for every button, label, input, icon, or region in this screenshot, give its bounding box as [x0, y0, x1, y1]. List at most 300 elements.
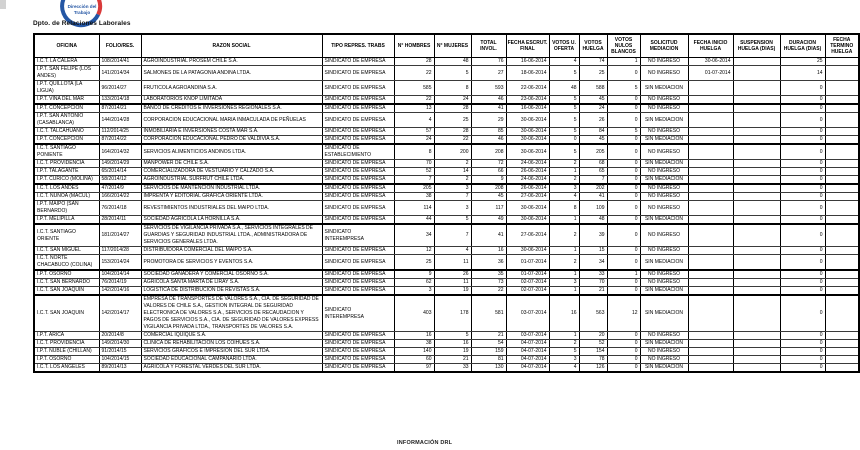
- cell-votos_uoferta: 3: [549, 279, 579, 287]
- cell-tipo: SINDICATO DE EMPRESA: [322, 136, 394, 145]
- cell-fecha_inicio: 30-06-2014: [688, 58, 733, 66]
- cell-oficina: I.C.T. SAN JOAQUIN: [34, 295, 99, 332]
- cell-fecha_escrutinio: 30-06-2014: [506, 247, 549, 255]
- cell-fecha_escrutinio: 03-07-2014: [506, 332, 549, 340]
- cell-hombres: 8: [394, 144, 434, 160]
- cell-total: 41: [471, 224, 506, 247]
- cell-suspension: [733, 201, 780, 216]
- cell-oficina: I.P.T. ARICA: [34, 332, 99, 340]
- cell-duracion: 0: [780, 144, 825, 160]
- cell-tipo: SINDICATO DE EMPRESA: [322, 113, 394, 128]
- cell-folio: 47/2014/9: [99, 184, 141, 193]
- cell-fecha_inicio: [688, 295, 733, 332]
- table-row: [34, 201, 859, 216]
- cell-fecha_inicio: [688, 224, 733, 247]
- cell-hombres: 9: [394, 270, 434, 279]
- cell-votos_nulos: 0: [607, 255, 640, 271]
- cell-tipo: SINDICATO DE EMPRESA: [322, 66, 394, 81]
- cell-fecha_escrutinio: 04-07-2014: [506, 364, 549, 373]
- cell-oficina: I.C.T. ÑUÑOA (MACUL): [34, 193, 99, 201]
- cell-folio: 96/2014/27: [99, 81, 141, 96]
- cell-solicitud_mediacion: NO INGRESO: [640, 58, 688, 66]
- cell-votos_uoferta: 3: [549, 184, 579, 193]
- cell-solicitud_mediacion: SIN MEDIACION: [640, 81, 688, 96]
- cell-votos_nulos: 12: [607, 295, 640, 332]
- table-row: [34, 295, 859, 332]
- cell-folio: 104/2014/15: [99, 356, 141, 364]
- cell-hombres: 28: [394, 58, 434, 66]
- cell-mujeres: 19: [434, 287, 471, 296]
- table-row: [34, 332, 859, 340]
- cell-hombres: 62: [394, 279, 434, 287]
- cell-suspension: [733, 279, 780, 287]
- cell-suspension: [733, 113, 780, 128]
- cell-votos_huelga: 34: [579, 255, 607, 271]
- cell-fecha_escrutinio: 04-07-2014: [506, 340, 549, 348]
- cell-oficina: I.C.T. PROVIDENCIA: [34, 340, 99, 348]
- cell-votos_nulos: 0: [607, 364, 640, 373]
- cell-fecha_termino: [825, 224, 859, 247]
- cell-votos_nulos: 1: [607, 270, 640, 279]
- cell-tipo: SINDICATO DE EMPRESA: [322, 279, 394, 287]
- cell-hombres: 403: [394, 295, 434, 332]
- cell-tipo: SINDICATO DE EMPRESA: [322, 247, 394, 255]
- cell-votos_uoferta: 5: [549, 348, 579, 356]
- cell-votos_nulos: 0: [607, 279, 640, 287]
- cell-votos_uoferta: 4: [549, 58, 579, 66]
- cell-oficina: I.P.T. CONCEPCION: [34, 136, 99, 145]
- cell-total: 66: [471, 168, 506, 176]
- cell-suspension: [733, 247, 780, 255]
- cell-folio: 65/2014/14: [99, 168, 141, 176]
- cell-folio: 104/2014/14: [99, 270, 141, 279]
- cell-suspension: [733, 287, 780, 296]
- cell-razon: MANPOWER DE CHILE S.A.: [141, 160, 322, 168]
- cell-fecha_inicio: [688, 176, 733, 185]
- cell-fecha_escrutinio: 24-06-2014: [506, 176, 549, 185]
- cell-folio: 112/2014/25: [99, 128, 141, 136]
- cell-solicitud_mediacion: NO INGRESO: [640, 356, 688, 364]
- cell-razon: AGROINDUSTRIAL PROSEM CHILE S.A.: [141, 58, 322, 66]
- cell-hombres: 12: [394, 247, 434, 255]
- cell-votos_uoferta: 5: [549, 66, 579, 81]
- cell-votos_huelga: 74: [579, 58, 607, 66]
- cell-folio: 87/2014/21: [99, 104, 141, 113]
- cell-fecha_inicio: [688, 216, 733, 225]
- cell-folio: 144/2014/28: [99, 113, 141, 128]
- cell-votos_uoferta: 48: [549, 81, 579, 96]
- cell-fecha_inicio: [688, 270, 733, 279]
- cell-oficina: I.P.T. VIÑA DEL MAR: [34, 96, 99, 105]
- cell-oficina: I.C.T. SAN MIGUEL: [34, 247, 99, 255]
- cell-folio: 20/2014/8: [99, 332, 141, 340]
- cell-duracion: 0: [780, 348, 825, 356]
- cell-total: 21: [471, 332, 506, 340]
- cell-oficina: I.C.T. SAN BERNARDO: [34, 279, 99, 287]
- table-row: [34, 356, 859, 364]
- cell-fecha_inicio: [688, 184, 733, 193]
- table-row: [34, 136, 859, 145]
- cell-tipo: SINDICATO DE EMPRESA: [322, 184, 394, 193]
- cell-hombres: 44: [394, 216, 434, 225]
- table-row: [34, 364, 859, 373]
- cell-duracion: 0: [780, 340, 825, 348]
- cell-duracion: 0: [780, 255, 825, 271]
- cell-votos_uoferta: 1: [549, 216, 579, 225]
- cell-folio: 153/2014/24: [99, 255, 141, 271]
- column-header-votos_uoferta: VOTOS U. OFERTA: [549, 34, 579, 58]
- cell-razon: SOCIEDAD EDUCACIONAL CAMPANARIO LTDA.: [141, 356, 322, 364]
- cell-mujeres: 26: [434, 270, 471, 279]
- table-row: [34, 340, 859, 348]
- table-row: [34, 216, 859, 225]
- cell-solicitud_mediacion: NO INGRESO: [640, 201, 688, 216]
- cell-mujeres: 19: [434, 348, 471, 356]
- cell-fecha_termino: [825, 247, 859, 255]
- cell-duracion: 0: [780, 287, 825, 296]
- cell-solicitud_mediacion: SIN MEDIACION: [640, 340, 688, 348]
- cell-tipo: SINDICATO DE EMPRESA: [322, 168, 394, 176]
- cell-tipo: SINDICATO DE EMPRESA: [322, 356, 394, 364]
- cell-duracion: 0: [780, 176, 825, 185]
- cell-duracion: 0: [780, 270, 825, 279]
- column-header-suspension: SUSPENSION HUELGA (DIAS): [733, 34, 780, 58]
- column-header-fecha_escrutinio: FECHA ESCRUT. FINAL: [506, 34, 549, 58]
- cell-fecha_inicio: [688, 81, 733, 96]
- cell-duracion: 0: [780, 332, 825, 340]
- cell-hombres: 97: [394, 364, 434, 373]
- cell-total: 159: [471, 348, 506, 356]
- table-row: [34, 279, 859, 287]
- cell-solicitud_mediacion: NO INGRESO: [640, 193, 688, 201]
- huelgas-table: [33, 33, 860, 373]
- cell-oficina: I.P.T. SAN ANTONIO (CASABLANCA): [34, 113, 99, 128]
- cell-total: 73: [471, 279, 506, 287]
- table-row: [34, 255, 859, 271]
- cell-tipo: SINDICATO DE EMPRESA: [322, 201, 394, 216]
- cell-votos_huelga: 26: [579, 113, 607, 128]
- cell-votos_nulos: 0: [607, 176, 640, 185]
- cell-votos_nulos: 0: [607, 201, 640, 216]
- cell-oficina: I.P.T. OSORNO: [34, 270, 99, 279]
- cell-votos_huelga: 48: [579, 216, 607, 225]
- cell-total: 208: [471, 144, 506, 160]
- cell-fecha_termino: [825, 96, 859, 105]
- cell-tipo: SINDICATO DE EMPRESA: [322, 193, 394, 201]
- cell-mujeres: 33: [434, 364, 471, 373]
- cell-solicitud_mediacion: SIN MEDIACION: [640, 287, 688, 296]
- cell-razon: COMERCIALIZADORA DE VESTUARIO Y CALZADO S.A.: [141, 168, 322, 176]
- cell-votos_huelga: 205: [579, 144, 607, 160]
- cell-votos_uoferta: 1: [549, 287, 579, 296]
- cell-suspension: [733, 144, 780, 160]
- cell-fecha_inicio: [688, 348, 733, 356]
- cell-fecha_inicio: [688, 144, 733, 160]
- cell-fecha_termino: [825, 340, 859, 348]
- cell-razon: INMOBILIARIA E INVERSIONES COSTA MAR S.A.: [141, 128, 322, 136]
- cell-mujeres: 200: [434, 144, 471, 160]
- cell-votos_huelga: 78: [579, 356, 607, 364]
- cell-fecha_inicio: [688, 113, 733, 128]
- table-row: [34, 104, 859, 113]
- cell-hombres: 13: [394, 104, 434, 113]
- cell-razon: SERVICIOS ALIMENTICIOS ANDINOS LTDA.: [141, 144, 322, 160]
- cell-razon: COMERCIAL IQUIQUE S.A.: [141, 332, 322, 340]
- cell-total: 130: [471, 364, 506, 373]
- cell-solicitud_mediacion: NO INGRESO: [640, 168, 688, 176]
- cell-fecha_termino: [825, 193, 859, 201]
- cell-razon: BANCO DE CREDITOS E INVERSIONES REGIONALES S.A.: [141, 104, 322, 113]
- cell-mujeres: 48: [434, 58, 471, 66]
- cell-fecha_inicio: [688, 201, 733, 216]
- cell-suspension: [733, 128, 780, 136]
- cell-votos_uoferta: 1: [549, 168, 579, 176]
- cell-hombres: 52: [394, 168, 434, 176]
- cell-total: 81: [471, 356, 506, 364]
- cell-razon: CORPORACION EDUCACIONAL MARIA INMACULADA DE PEÑUELAS: [141, 113, 322, 128]
- cell-total: 9: [471, 176, 506, 185]
- cell-fecha_termino: [825, 58, 859, 66]
- cell-votos_huelga: 70: [579, 279, 607, 287]
- cell-mujeres: 24: [434, 96, 471, 105]
- cell-folio: 133/2014/18: [99, 96, 141, 105]
- table-row: [34, 176, 859, 185]
- table-row: [34, 81, 859, 96]
- cell-tipo: SINDICATO DE EMPRESA: [322, 96, 394, 105]
- cell-fecha_termino: [825, 270, 859, 279]
- cell-fecha_termino: [825, 104, 859, 113]
- cell-razon: REVESTIMIENTOS INDUSTRIALES DEL MAIPO LTDA.: [141, 201, 322, 216]
- cell-votos_nulos: 0: [607, 144, 640, 160]
- cell-fecha_inicio: [688, 96, 733, 105]
- cell-votos_huelga: 68: [579, 160, 607, 168]
- cell-fecha_escrutinio: 18-06-2014: [506, 66, 549, 81]
- cell-duracion: 0: [780, 247, 825, 255]
- cell-solicitud_mediacion: NO INGRESO: [640, 270, 688, 279]
- cell-solicitud_mediacion: SIN MEDIACION: [640, 255, 688, 271]
- cell-hombres: 38: [394, 193, 434, 201]
- cell-total: 54: [471, 340, 506, 348]
- cell-hombres: 60: [394, 356, 434, 364]
- cell-suspension: [733, 295, 780, 332]
- cell-tipo: SINDICATO INTEREMPRESA: [322, 295, 394, 332]
- table-row: [34, 58, 859, 66]
- cell-votos_nulos: 1: [607, 58, 640, 66]
- cell-duracion: 0: [780, 295, 825, 332]
- cell-mujeres: 4: [434, 247, 471, 255]
- cell-solicitud_mediacion: NO INGRESO: [640, 96, 688, 105]
- cell-mujeres: 2: [434, 176, 471, 185]
- cell-fecha_termino: [825, 348, 859, 356]
- scan-artifact: [0, 0, 6, 9]
- cell-folio: 166/2014/22: [99, 193, 141, 201]
- cell-fecha_inicio: [688, 332, 733, 340]
- column-header-votos_nulos: VOTOS NULOS BLANCOS: [607, 34, 640, 58]
- cell-solicitud_mediacion: NO INGRESO: [640, 279, 688, 287]
- column-header-total: TOTAL INVOL.: [471, 34, 506, 58]
- cell-votos_uoferta: 2: [549, 340, 579, 348]
- cell-votos_nulos: 5: [607, 128, 640, 136]
- cell-fecha_inicio: [688, 160, 733, 168]
- cell-duracion: 0: [780, 201, 825, 216]
- cell-razon: LOGISTICA DE DISTRIBUCION DE REVISTAS S.A.: [141, 287, 322, 296]
- cell-votos_nulos: 0: [607, 168, 640, 176]
- cell-fecha_termino: [825, 332, 859, 340]
- cell-total: 49: [471, 216, 506, 225]
- cell-suspension: [733, 348, 780, 356]
- cell-suspension: [733, 356, 780, 364]
- cell-fecha_termino: [825, 81, 859, 96]
- cell-solicitud_mediacion: NO INGRESO: [640, 184, 688, 193]
- cell-fecha_termino: [825, 364, 859, 373]
- cell-votos_huelga: 20: [579, 332, 607, 340]
- cell-duracion: 0: [780, 224, 825, 247]
- cell-duracion: 0: [780, 364, 825, 373]
- cell-tipo: SINDICATO DE EMPRESA: [322, 58, 394, 66]
- cell-oficina: I.C.T. LA CALERA: [34, 58, 99, 66]
- cell-duracion: 0: [780, 184, 825, 193]
- cell-solicitud_mediacion: SIN MEDIACION: [640, 295, 688, 332]
- cell-mujeres: 28: [434, 104, 471, 113]
- column-header-folio: FOLIO/RES.: [99, 34, 141, 58]
- cell-votos_uoferta: 2: [549, 176, 579, 185]
- cell-mujeres: 2: [434, 160, 471, 168]
- cell-oficina: I.C.T. NORTE CHACABUCO (COLINA): [34, 255, 99, 271]
- cell-oficina: I.C.T. PROVIDENCIA: [34, 160, 99, 168]
- cell-votos_nulos: 0: [607, 136, 640, 145]
- cell-duracion: 0: [780, 356, 825, 364]
- cell-solicitud_mediacion: NO INGRESO: [640, 66, 688, 81]
- cell-fecha_inicio: [688, 279, 733, 287]
- table-row: [34, 66, 859, 81]
- cell-votos_huelga: 33: [579, 270, 607, 279]
- cell-fecha_termino: [825, 184, 859, 193]
- table-row: [34, 270, 859, 279]
- huelgas-table-container: [33, 33, 858, 373]
- cell-votos_nulos: 0: [607, 66, 640, 81]
- cell-mujeres: 28: [434, 128, 471, 136]
- column-header-fecha_termino: FECHA TERMINO HUELGA: [825, 34, 859, 58]
- cell-votos_nulos: 0: [607, 287, 640, 296]
- cell-folio: 117/2014/28: [99, 247, 141, 255]
- cell-votos_huelga: 202: [579, 184, 607, 193]
- cell-fecha_escrutinio: 03-07-2014: [506, 295, 549, 332]
- cell-votos_uoferta: 5: [549, 104, 579, 113]
- table-row: [34, 193, 859, 201]
- cell-oficina: I.P.T. CONCEPCION: [34, 104, 99, 113]
- cell-suspension: [733, 66, 780, 81]
- cell-fecha_inicio: [688, 364, 733, 373]
- cell-mujeres: 7: [434, 193, 471, 201]
- cell-suspension: [733, 96, 780, 105]
- cell-total: 27: [471, 66, 506, 81]
- cell-oficina: I.P.T. MELIPILLA: [34, 216, 99, 225]
- cell-hombres: 24: [394, 136, 434, 145]
- cell-fecha_escrutinio: 30-06-2014: [506, 201, 549, 216]
- cell-total: 22: [471, 287, 506, 296]
- cell-suspension: [733, 340, 780, 348]
- cell-razon: SERVICIOS GRAFICOS E IMPRESION DEL SUR LTDA.: [141, 348, 322, 356]
- cell-hombres: 34: [394, 224, 434, 247]
- cell-votos_nulos: 0: [607, 332, 640, 340]
- column-header-hombres: N° HOMBRES: [394, 34, 434, 58]
- cell-votos_huelga: 41: [579, 193, 607, 201]
- cell-folio: 58/2014/12: [99, 176, 141, 185]
- cell-total: 46: [471, 96, 506, 105]
- cell-mujeres: 11: [434, 279, 471, 287]
- cell-mujeres: 8: [434, 81, 471, 96]
- cell-duracion: 0: [780, 104, 825, 113]
- cell-votos_uoferta: 2: [549, 255, 579, 271]
- cell-fecha_termino: [825, 176, 859, 185]
- cell-votos_uoferta: 5: [549, 128, 579, 136]
- cell-oficina: I.P.T. MAIPO (SAN BERNARDO): [34, 201, 99, 216]
- cell-oficina: I.C.T. LOS ANDES: [34, 184, 99, 193]
- cell-oficina: I.P.T. OSORNO: [34, 356, 99, 364]
- cell-votos_uoferta: 2: [549, 160, 579, 168]
- cell-fecha_termino: [825, 201, 859, 216]
- cell-tipo: SINDICATO DE EMPRESA: [322, 160, 394, 168]
- cell-fecha_escrutinio: 30-06-2014: [506, 113, 549, 128]
- column-header-razon: RAZON SOCIAL: [141, 34, 322, 58]
- cell-votos_uoferta: 4: [549, 193, 579, 201]
- cell-fecha_inicio: [688, 255, 733, 271]
- cell-solicitud_mediacion: SIN MEDIACION: [640, 113, 688, 128]
- cell-solicitud_mediacion: SIN MEDIACION: [640, 136, 688, 145]
- cell-solicitud_mediacion: NO INGRESO: [640, 144, 688, 160]
- cell-suspension: [733, 193, 780, 201]
- cell-folio: 142/2014/16: [99, 287, 141, 296]
- cell-suspension: [733, 58, 780, 66]
- cell-votos_nulos: 0: [607, 96, 640, 105]
- cell-fecha_escrutinio: 30-06-2014: [506, 136, 549, 145]
- cell-solicitud_mediacion: NO INGRESO: [640, 224, 688, 247]
- cell-suspension: [733, 184, 780, 193]
- cell-votos_nulos: 0: [607, 184, 640, 193]
- cell-fecha_termino: [825, 168, 859, 176]
- cell-votos_nulos: 0: [607, 160, 640, 168]
- cell-votos_uoferta: 1: [549, 270, 579, 279]
- cell-solicitud_mediacion: NO INGRESO: [640, 332, 688, 340]
- cell-votos_huelga: 45: [579, 136, 607, 145]
- cell-mujeres: 25: [434, 113, 471, 128]
- cell-votos_uoferta: 5: [549, 144, 579, 160]
- cell-fecha_termino: [825, 136, 859, 145]
- cell-folio: 142/2014/17: [99, 295, 141, 332]
- cell-razon: SERVICIOS DE MANTENCION INDUSTRIAL LTDA.: [141, 184, 322, 193]
- cell-fecha_termino: [825, 160, 859, 168]
- cell-hombres: 25: [394, 255, 434, 271]
- table-row: [34, 144, 859, 160]
- cell-total: 36: [471, 255, 506, 271]
- cell-folio: 164/2014/32: [99, 144, 141, 160]
- cell-tipo: SINDICATO DE EMPRESA: [322, 287, 394, 296]
- table-row: [34, 168, 859, 176]
- cell-tipo: SINDICATO INTEREMPRESA: [322, 224, 394, 247]
- cell-razon: IMPRENTA Y EDITORIAL GRAFICA ORIENTE LTDA.: [141, 193, 322, 201]
- cell-mujeres: 21: [434, 356, 471, 364]
- cell-razon: EMPRESA DE TRANSPORTES DE VALORES S.A., CIA. DE SEGURIDAD DE VALORES DE CHILE S.A., GESTION INTEGRAL DE SEGURIDAD ELECTRONICA DE VALORES S.A., SERVICIOS DE RECAUDACION Y PAGOS DE SERVICIOS S.A., CIA. DE SEGURIDAD DE VALORES EXPRESS VIGILANCIA PRIVADA LTDA., TRANSPORTES DE VALORES S.A.: [141, 295, 322, 332]
- cell-votos_nulos: 0: [607, 348, 640, 356]
- cell-duracion: 0: [780, 81, 825, 96]
- cell-fecha_termino: [825, 128, 859, 136]
- cell-hombres: 114: [394, 201, 434, 216]
- cell-hombres: 140: [394, 348, 434, 356]
- table-row: [34, 128, 859, 136]
- cell-duracion: 0: [780, 136, 825, 145]
- cell-tipo: SINDICATO DE EMPRESA: [322, 340, 394, 348]
- cell-votos_huelga: 39: [579, 224, 607, 247]
